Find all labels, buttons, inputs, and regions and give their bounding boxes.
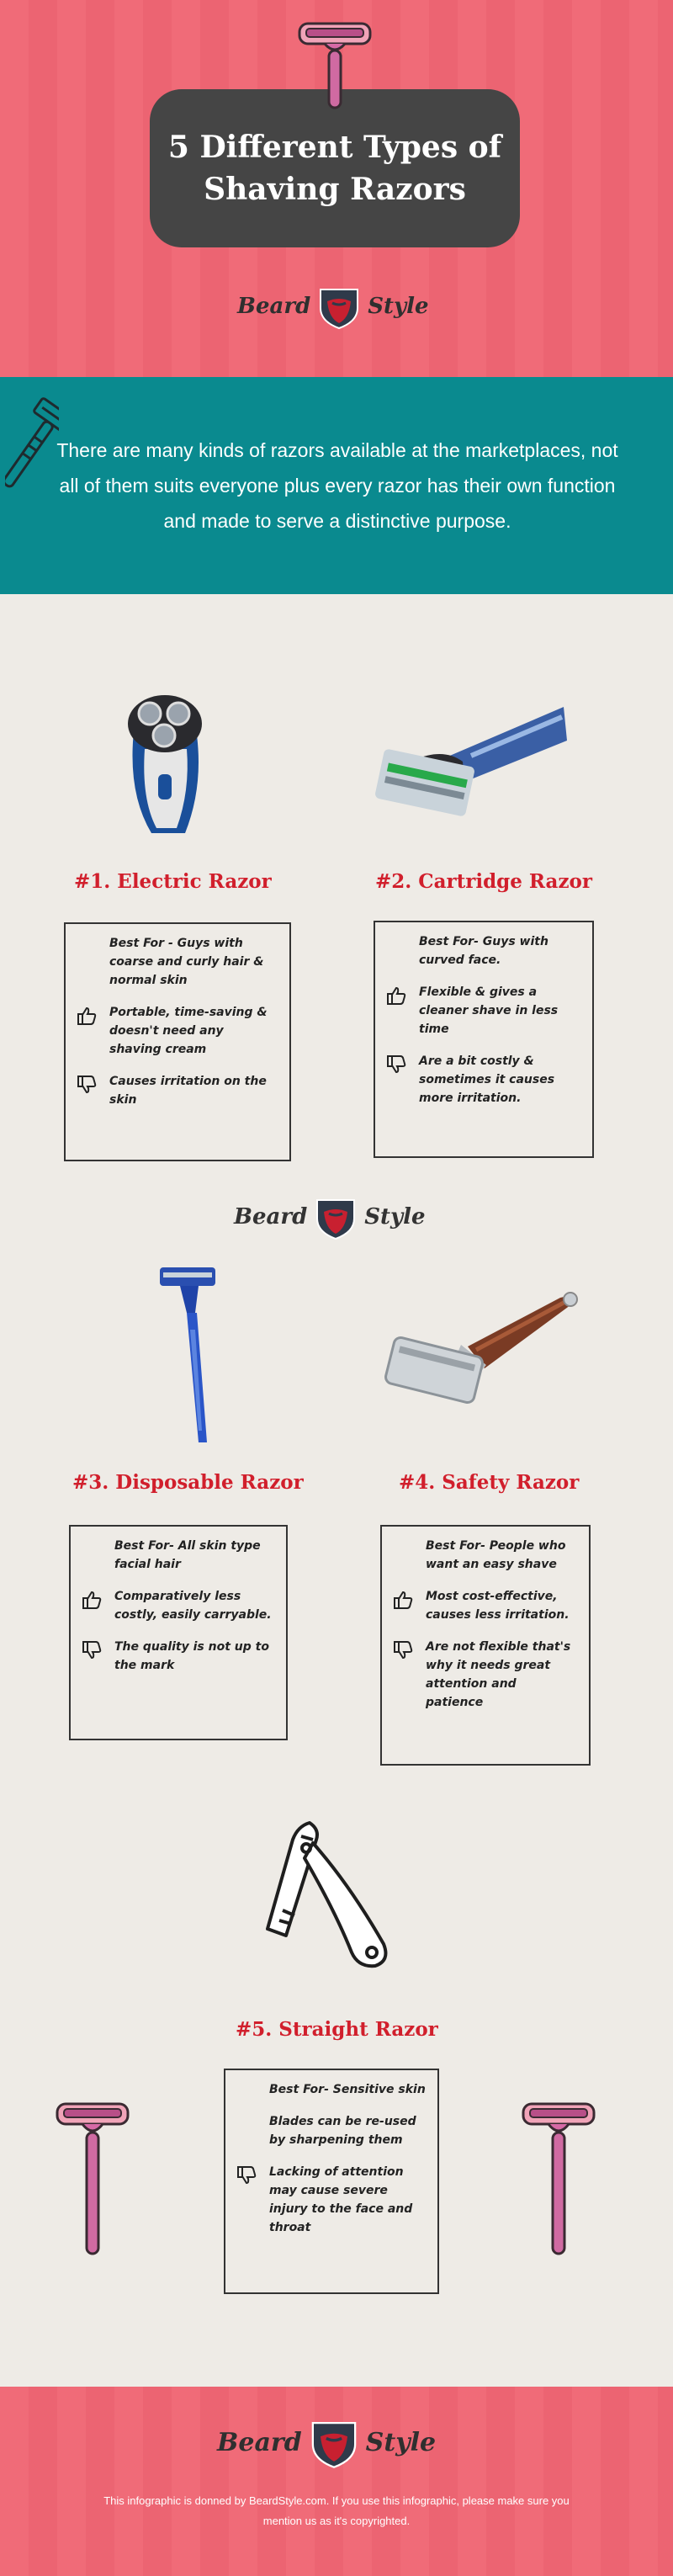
item-2-card — [374, 921, 594, 1158]
beard-shield-icon — [312, 1193, 359, 1240]
item-1-best-for: Best For - Guys with coarse and curly hair & normal skin — [109, 937, 264, 987]
thumbs-down-icon — [392, 1639, 414, 1661]
item-1-pro — [109, 1003, 278, 1059]
item-3-card — [69, 1525, 288, 1740]
item-1-pro-text: Portable, time-saving & doesn't need any shaving cream — [109, 1006, 268, 1056]
item-2-pro-text: Flexible & gives a cleaner shave in less time — [419, 985, 559, 1036]
item-4-con-text: Are not flexible that's why it needs great attention and patience — [426, 1640, 571, 1709]
thumbs-down-icon — [81, 1639, 103, 1661]
cartridge-razor-image — [370, 690, 572, 816]
safety-razor-image — [384, 1288, 586, 1414]
brand-word-style: Style — [368, 294, 429, 319]
item-2-best-for: Best For- Guys with curved face. — [419, 935, 548, 967]
beard-shield-icon — [315, 283, 363, 330]
item-4-heading: #4. Safety Razor — [399, 1471, 580, 1494]
copyright-notice: This infographic is donned by BeardStyle.com. If you use this infographic, please make sure you mention us as it's copyrighted. — [103, 2494, 570, 2527]
thumbs-up-icon — [385, 985, 407, 1006]
thumbs-down-icon — [385, 1054, 407, 1076]
item-1-con-text: Causes irritation on the skin — [109, 1075, 267, 1107]
title-badge — [150, 89, 520, 247]
item-3-best-for: Best For- All skin type facial hair — [114, 1539, 261, 1571]
item-3-con-text: The quality is not up to the mark — [114, 1640, 269, 1672]
page-title-line-2: Shaving Razors — [204, 172, 466, 207]
item-3-heading: #3. Disposable Razor — [72, 1471, 304, 1494]
disposable-razor-image — [151, 1262, 236, 1447]
item-3-pro — [114, 1587, 274, 1624]
thumbs-up-icon — [76, 1005, 98, 1027]
mid-brand-logo — [234, 1193, 426, 1240]
brand-word-beard: Beard — [234, 1204, 308, 1230]
pink-razor-right-icon — [515, 2099, 602, 2259]
thumbs-down-icon — [236, 2164, 257, 2186]
beard-shield-icon — [307, 2415, 361, 2469]
straight-razor-outline-icon — [257, 1818, 400, 1986]
item-3-pro-text: Comparatively less costly, easily carryable. — [114, 1590, 272, 1622]
electric-razor-image — [118, 690, 210, 842]
pink-razor-icon — [291, 19, 379, 111]
item-5-card — [224, 2069, 439, 2294]
brand-word-beard: Beard — [237, 294, 311, 319]
item-5-con — [269, 2163, 426, 2237]
intro-section — [0, 377, 673, 594]
item-5-best-for: Best For- Sensitive skin — [269, 2083, 426, 2096]
item-2-heading: #2. Cartridge Razor — [375, 870, 592, 893]
item-4-con — [426, 1638, 577, 1712]
item-2-con-text: Are a bit costly & sometimes it causes more irritation. — [419, 1054, 555, 1105]
footer-banner — [0, 2387, 673, 2576]
item-2-pro — [419, 983, 580, 1038]
footer-brand-logo — [217, 2415, 436, 2469]
item-1-card — [64, 922, 291, 1161]
header-brand-logo — [237, 283, 429, 330]
item-3-con — [114, 1638, 274, 1675]
item-4-pro — [426, 1587, 577, 1624]
item-5-pro: Blades can be re-used by sharpening them — [269, 2115, 416, 2147]
header-banner — [0, 0, 673, 377]
item-2-con — [419, 1052, 580, 1107]
item-5-con-text: Lacking of attention may cause severe injury to the face and throat — [269, 2165, 413, 2234]
item-1-heading: #1. Electric Razor — [74, 870, 272, 893]
intro-paragraph: There are many kinds of razors available at the marketplaces, not all of them suits everyone plus every razor has their own function and made to serve a distinctive purpose. — [56, 439, 618, 532]
thumbs-down-icon — [76, 1074, 98, 1096]
thumbs-up-icon — [81, 1589, 103, 1611]
item-1-con — [109, 1072, 278, 1109]
pink-razor-left-icon — [49, 2099, 136, 2259]
item-4-best-for: Best For- People who want an easy shave — [426, 1539, 566, 1571]
item-5-heading: #5. Straight Razor — [236, 2018, 438, 2041]
page-title-line-1: 5 Different Types of — [167, 130, 502, 165]
thumbs-up-icon — [392, 1589, 414, 1611]
brand-word-style: Style — [364, 1204, 426, 1230]
item-4-pro-text: Most cost-effective, causes less irritation. — [426, 1590, 570, 1622]
brand-word-beard: Beard — [217, 2427, 302, 2457]
item-4-card — [380, 1525, 591, 1766]
brand-word-style: Style — [365, 2427, 437, 2457]
